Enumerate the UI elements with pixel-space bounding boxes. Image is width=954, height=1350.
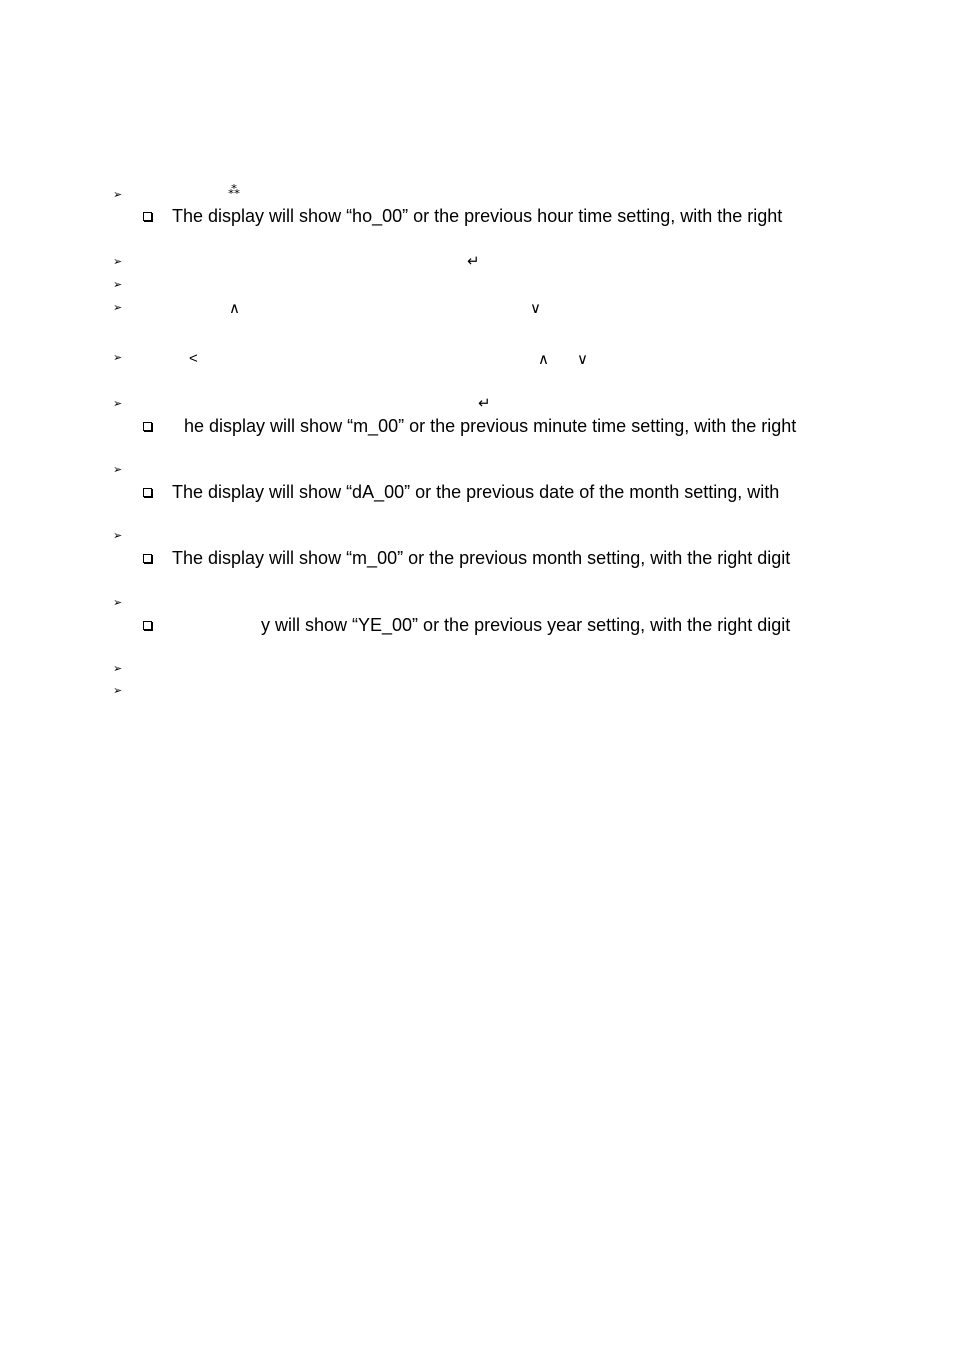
up-icon: ∧ bbox=[229, 300, 240, 317]
square-bullet bbox=[143, 488, 152, 497]
dots-icon: ⁂ bbox=[228, 183, 240, 197]
arrow-bullet: ➢ bbox=[113, 685, 123, 697]
arrow-bullet: ➢ bbox=[113, 352, 123, 364]
arrow-bullet: ➢ bbox=[113, 597, 123, 609]
arrow-bullet: ➢ bbox=[113, 302, 123, 314]
square-bullet bbox=[143, 554, 152, 563]
year-display-text: y will show “YE_00” or the previous year setting, with the right digit bbox=[261, 615, 791, 635]
date-display-text: The display will show “dA_00” or the previous date of the month setting, with bbox=[172, 482, 780, 502]
arrow-bullet: ➢ bbox=[113, 398, 123, 410]
arrow-bullet: ➢ bbox=[113, 189, 123, 201]
down-icon: ∨ bbox=[577, 351, 588, 368]
arrow-bullet: ➢ bbox=[113, 279, 123, 291]
enter-icon: ↵ bbox=[467, 253, 480, 270]
minute-display-text: he display will show “m_00” or the previous minute time setting, with the right bbox=[184, 416, 797, 436]
month-display-text: The display will show “m_00” or the previous month setting, with the right digit bbox=[172, 548, 791, 568]
square-bullet bbox=[143, 621, 152, 630]
left-icon: < bbox=[189, 350, 198, 367]
arrow-bullet: ➢ bbox=[113, 663, 123, 675]
arrow-bullet: ➢ bbox=[113, 530, 123, 542]
down-icon: ∨ bbox=[530, 300, 541, 317]
arrow-bullet: ➢ bbox=[113, 256, 123, 268]
arrow-bullet: ➢ bbox=[113, 464, 123, 476]
enter-icon: ↵ bbox=[478, 395, 491, 412]
hour-display-text: The display will show “ho_00” or the previous hour time setting, with the right bbox=[172, 206, 783, 226]
up-icon: ∧ bbox=[538, 351, 549, 368]
square-bullet bbox=[143, 212, 152, 221]
square-bullet bbox=[143, 422, 152, 431]
